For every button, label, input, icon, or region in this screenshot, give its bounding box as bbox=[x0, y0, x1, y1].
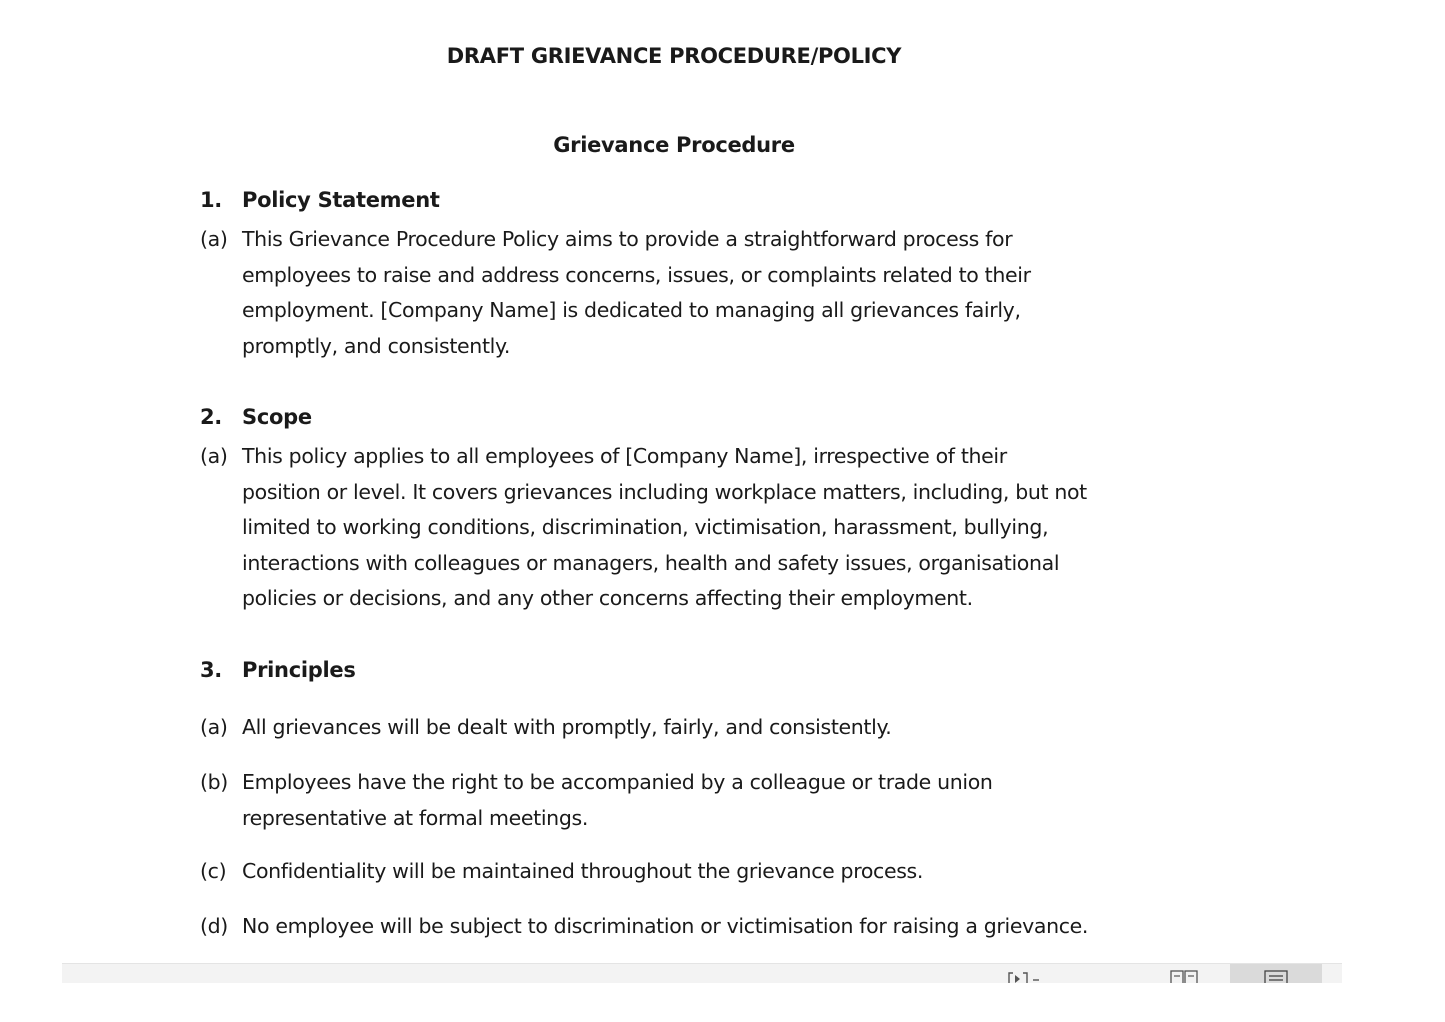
section-number: 3. bbox=[200, 658, 222, 682]
read-mode-icon bbox=[1169, 964, 1199, 983]
list-item bbox=[200, 854, 1202, 890]
list-item-text: Confidentiality will be maintained throughout the grievance process. bbox=[242, 859, 924, 883]
list-marker: (c) bbox=[200, 859, 227, 883]
list-item-text: All grievances will be dealt with promptly, fairly, and consistently. bbox=[242, 715, 892, 739]
section-title: Principles bbox=[242, 658, 356, 682]
list-item bbox=[200, 222, 1202, 364]
list-marker: (a) bbox=[200, 444, 228, 468]
list-item-text: Employees have the right to be accompanied by a colleague or trade union representative at formal meetings. bbox=[242, 770, 993, 830]
list-item bbox=[200, 710, 1202, 746]
list-marker: (a) bbox=[200, 227, 228, 251]
list-item bbox=[200, 909, 1252, 945]
section-number: 1. bbox=[200, 188, 222, 212]
section-title: Scope bbox=[242, 405, 312, 429]
section-number: 2. bbox=[200, 405, 222, 429]
section-heading-principles bbox=[200, 658, 356, 682]
status-bar bbox=[62, 963, 1342, 983]
list-item bbox=[200, 765, 1202, 836]
section-heading-policy-statement bbox=[200, 188, 440, 212]
list-item-text: This policy applies to all employees of [Company Name], irrespective of their position or level. It covers grievances including workplace matters, including, but not limited to working conditions, discrimination, victimisation, harassment, bullying, interactions with colleagues or managers, health and safety issues, organisational policies or decisions, and any other concerns affecting their employment. bbox=[242, 444, 1087, 610]
document-subtitle: Grievance Procedure bbox=[553, 133, 795, 157]
list-marker: (a) bbox=[200, 715, 228, 739]
section-heading-scope bbox=[200, 405, 312, 429]
print-layout-icon bbox=[1263, 964, 1289, 983]
list-item bbox=[200, 439, 1202, 617]
section-title: Policy Statement bbox=[242, 188, 440, 212]
list-item-text: This Grievance Procedure Policy aims to provide a straightforward process for employees to raise and address concerns, issues, or complaints related to their employment. [Company Name] is dedicated to managing all grievances fairly, promptly, and consistently. bbox=[242, 227, 1031, 358]
document-title: DRAFT GRIEVANCE PROCEDURE/POLICY bbox=[446, 44, 902, 68]
focus-icon bbox=[1007, 964, 1041, 983]
focus-mode-button[interactable] bbox=[994, 964, 1054, 983]
list-item-text: No employee will be subject to discrimination or victimisation for raising a grievance. bbox=[242, 914, 1089, 938]
read-mode-button[interactable] bbox=[1154, 964, 1214, 983]
list-marker: (d) bbox=[200, 914, 228, 938]
print-layout-button[interactable] bbox=[1230, 964, 1322, 983]
list-marker: (b) bbox=[200, 770, 228, 794]
